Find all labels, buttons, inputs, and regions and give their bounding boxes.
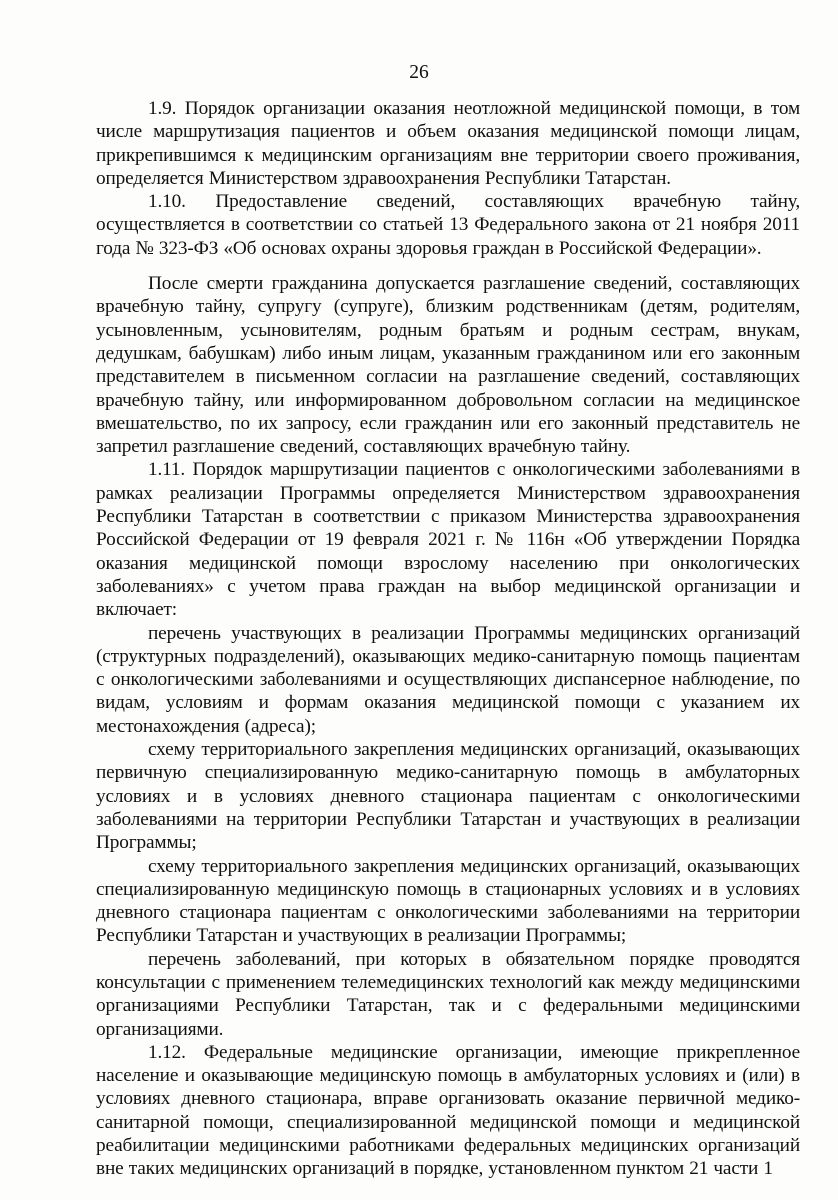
list-item: схему территориального закрепления медицинских организаций, оказывающих первичную специализированную медико-санитарную помощь в амбулаторных условиях и в условиях дневного стационара пациентам с онкологическими заболеваниями на территории Республики Татарстан и участвующих в реализации Программы; [96, 739, 800, 854]
paragraph-1-11: 1.11. Порядок маршрутизации пациентов с онкологическими заболеваниями в рамках реализации Программы определяется Министерством здравоохранения Республики Татарстан в соответствии с приказом Министерства здравоохранения Российской Федерации от 19 февраля 2021 г. № 116н «Об утверждении Порядка оказания медицинской помощи взрослому населению при онкологических заболеваниях» с учетом права граждан на выбор медицинской организации и включает: [96, 459, 800, 621]
paragraph-1-10: 1.10. Предоставление сведений, составляющих врачебную тайну, осуществляется в соответствии со статьей 13 Федерального закона от 21 ноября 2011 года № 323-ФЗ «Об основах охраны здоровья граждан в Российской Федерации». [96, 191, 800, 259]
paragraph-after-death: После смерти гражданина допускается разглашение сведений, составляющих врачебную тайну, супругу (супруге), близким родственникам (детям, родителям, усыновленным, усыновителям, родным братьям и родным сестрам, внукам, дедушкам, бабушкам) либо иным лицам, указанным гражданином или его законным представителем в письменном согласии на разглашение сведений, составляющих врачебную тайну, или информированном добровольном согласии на медицинское вмешательство, по их запросу, если гражданин или его законный представитель не запретил разглашение сведений, составляющих врачебную тайну. [96, 273, 800, 458]
list-item: перечень заболеваний, при которых в обязательном порядке проводятся консультации с применением телемедицинских технологий как между медицинскими организациями Республики Татарстан, так и с федеральными медицинскими организациями. [96, 948, 800, 1040]
page-number: 26 [409, 62, 429, 83]
paragraph-1-9: 1.9. Порядок организации оказания неотложной медицинской помощи, в том числе маршрутизация пациентов и объем оказания медицинской помощи лицам, прикрепившимся к медицинским организациям вне территории своего проживания, определяется Министерством здравоохранения Республики Татарстан. [96, 98, 800, 189]
list-item: перечень участвующих в реализации Программы медицинских организаций (структурных подразделений), оказывающих медико-санитарную помощь пациентам с онкологическими заболеваниями и осуществляющих диспансерное наблюдение, по видам, условиям и формам оказания медицинской помощи с указанием их местонахождения (адреса); [96, 622, 800, 737]
body-text [96, 97, 800, 1181]
list-item: схему территориального закрепления медицинских организаций, оказывающих специализированную медицинскую помощь в стационарных условиях и в условиях дневного стационара пациентам с онкологическими заболеваниями на территории Республики Татарстан и участвующих в реализации Программы; [96, 855, 800, 947]
paragraph-1-12: 1.12. Федеральные медицинские организации, имеющие прикрепленное население и оказывающие медицинскую помощь в амбулаторных условиях и (или) в условиях дневного стационара, вправе организовать оказание первичной медико-санитарной помощи, специализированной медицинской помощи и медицинской реабилитации медицинскими работниками федеральных медицинских организаций вне таких медицинских организаций в порядке, установленном пунктом 21 части 1 [96, 1041, 800, 1180]
